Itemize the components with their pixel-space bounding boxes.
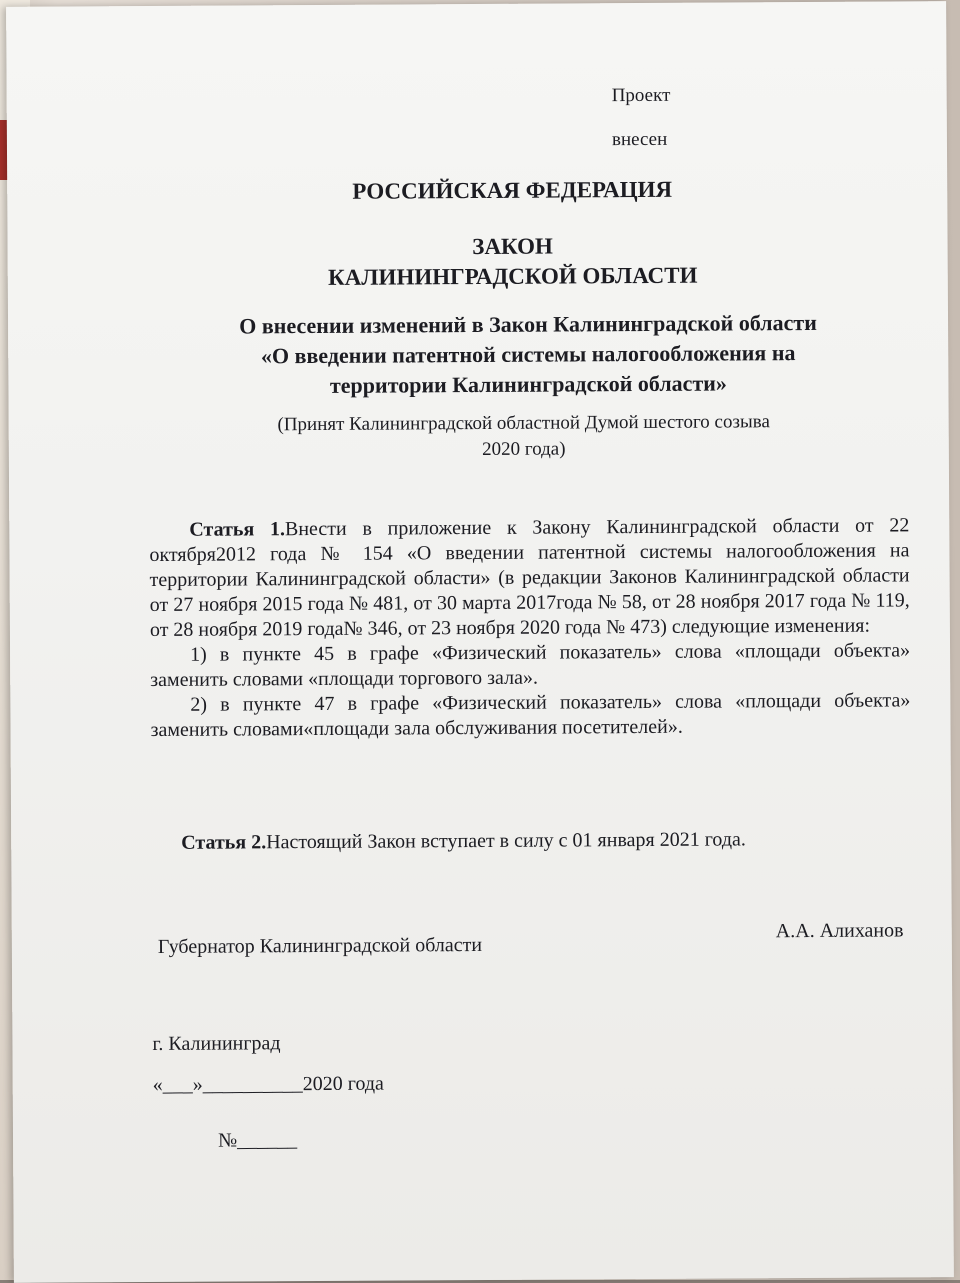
law-heading-line2: КАЛИНИНГРАДСКОЙ ОБЛАСТИ [328,262,698,290]
governor-title: Губернатор Калининградской области [157,933,483,958]
project-label: Проект [611,84,671,107]
number-line: №______ [217,1129,298,1152]
law-title-line1: О внесении изменений в Закон Калининградской области [239,309,817,339]
governor-name: А.А. Алиханов [775,919,904,943]
article-2-text: Настоящий Закон вступает в силу с 01 января 2021 года. [266,828,746,854]
city-line: г. Калининград [152,1032,281,1056]
adoption-note-line2: 2020 года) [482,438,566,460]
adoption-note-line1: (Принят Калининградской областной Думой шестого созыва [277,411,770,436]
adoption-note [9,408,960,466]
article-1 [149,513,910,743]
article-2 [181,828,746,854]
law-title-line2: «О введении патентной системы налогообложения на [260,340,796,369]
law-heading [8,229,960,295]
article-1-item-1: 1) в пункте 45 в графе «Физический показатель» слова «площади объекта» заменить словами «площади торгового зала». [150,639,911,692]
article-1-heading: Статья 1. [189,518,286,541]
law-heading-line1: ЗАКОН [472,233,553,260]
date-line: «___»__________2020 года [152,1072,384,1097]
federation-heading: РОССИЙСКАЯ ФЕДЕРАЦИЯ [352,176,673,204]
law-title [8,307,960,403]
article-2-heading: Статья 2. [181,831,267,854]
article-1-item-2: 2) в пункте 47 в графе «Физический показатель» слова «площади объекта» заменить словами«площади зала обслуживания посетителей». [150,689,911,742]
document-page [6,1,954,1283]
article-1-text: Внести в приложение к Закону Калининградской области от 22 октября2012 года № 154 «О введении патентной системы налогообложения на территории Калининградской области» (в редакции Законов Калининградской области от 27 ноября 2015 года № 481, от 30 марта 2017года № 58, от 28 ноября 2017 года № 119, от 28 ноября 2019 года№ 346, от 23 ноября 2020 года № 473) следующие изменения: [149,514,910,642]
article-1-paragraph [149,513,910,643]
submitted-label: внесен [611,128,668,151]
law-title-line3: территории Калининградской области» [329,370,727,398]
